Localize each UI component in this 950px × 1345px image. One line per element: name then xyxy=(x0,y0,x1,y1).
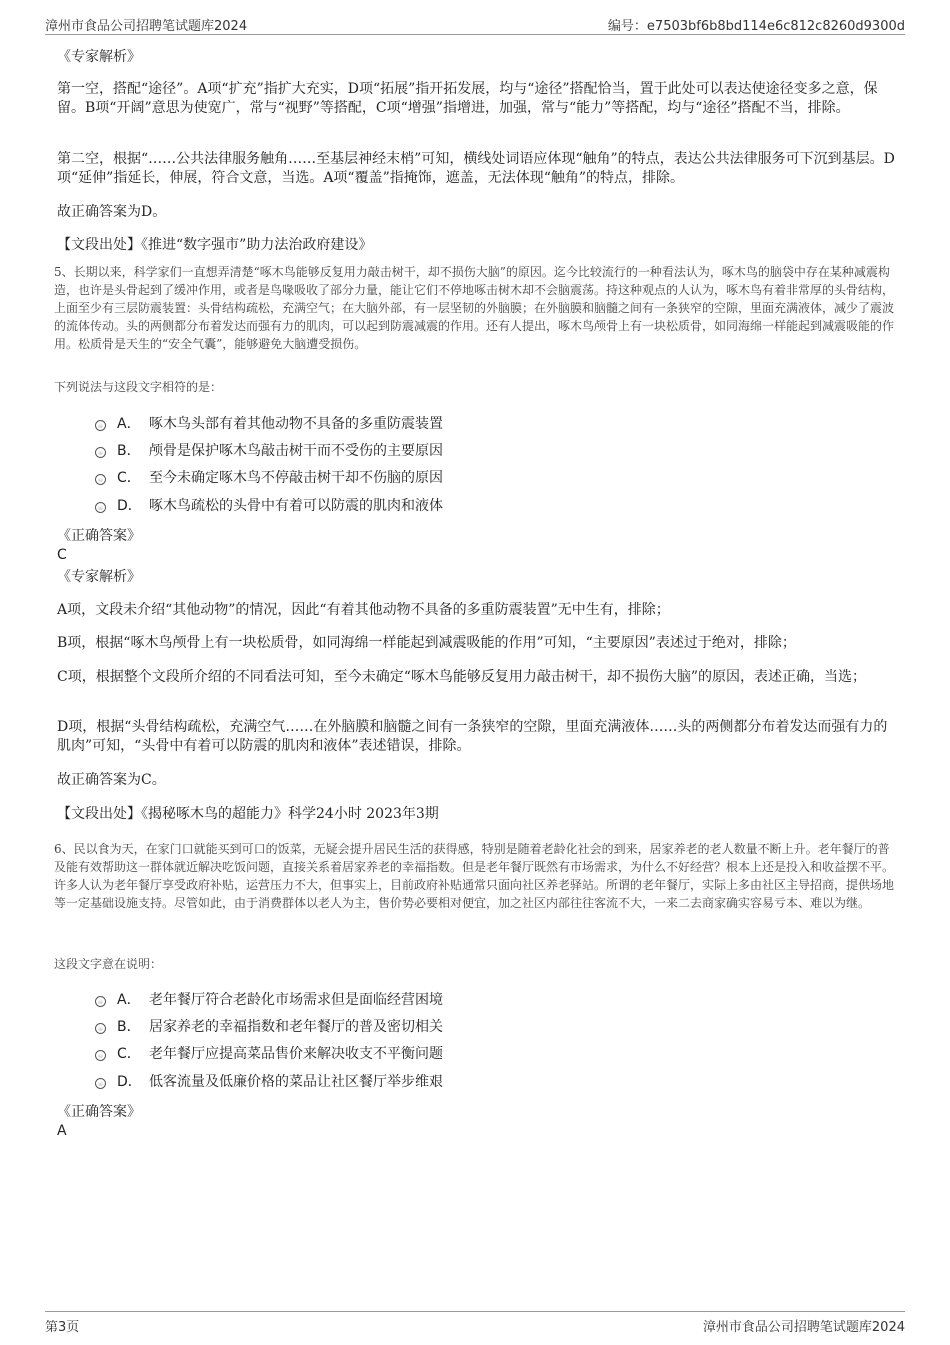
q4-analysis-para-1: 第一空，搭配“途径”。A项“扩充”指扩大充实，D项“拓展”指开拓发展，均与“途径”搭配恰当，置于此处可以表达使途径变多之意，保留。B项“开阔”意思为使宽广，常与“视野”等搭配，C项“增强”指增进，加强，常与“能力”等搭配，均与“途径”搭配不当，排除。 xyxy=(57,81,878,116)
q4-source: 【文段出处】《推进“数字强市”助力法治政府建设》 xyxy=(57,237,373,253)
page-number: 第3页 xyxy=(45,1320,80,1335)
q5-option-b[interactable]: B． 颅骨是保护啄木鸟敲击树干而不受伤的主要原因 xyxy=(95,441,443,461)
q5-analysis-c: C项，根据整个文段所介绍的不同看法可知，至今未确定“啄木鸟能够反复用力敲击树干，却不损伤大脑”的原因，表述正确，当选； xyxy=(57,669,867,685)
q5-conclusion: 故正确答案为C。 xyxy=(57,772,166,788)
q5-source: 【文段出处】《揭秘啄木鸟的超能力》科学24小时 2023年3期 xyxy=(57,806,439,822)
q6-answer: A xyxy=(57,1123,67,1139)
q4-analysis-para-2: 第二空，根据“……公共法律服务触角……至基层神经末梢”可知，横线处词语应体现“触角”的特点，表达公共法律服务可下沉到基层。D项“延伸”指延长，伸展，符合文意，当选。A项“覆盖”指掩饰，遮盖，无法体现“触角”的特点，排除。 xyxy=(57,151,895,186)
q5-option-a[interactable]: A． 啄木鸟头部有着其他动物不具备的多重防震装置 xyxy=(95,414,443,434)
radio-icon[interactable] xyxy=(95,996,106,1007)
radio-icon[interactable] xyxy=(95,1078,106,1089)
radio-icon[interactable] xyxy=(95,1023,106,1034)
q6-option-c[interactable]: C． 老年餐厅应提高菜品售价来解决收支不平衡问题 xyxy=(95,1044,443,1064)
q5-analysis-b: B项，根据“啄木鸟颅骨上有一块松质骨，如同海绵一样能起到减震吸能的作用”可知，“主要原因”表述过于绝对，排除； xyxy=(57,635,796,651)
q5-answer-label: 《正确答案》 xyxy=(57,528,141,544)
q5-analysis-d: D项，根据“头骨结构疏松，充满空气……在外脑膜和脑髓之间有一条狭窄的空隙，里面充满液体……头的两侧都分布着发达而强有力的肌肉”可知，“头骨中有着可以防震的肌肉和液体”表述错误，排除。 xyxy=(57,719,888,754)
q5-option-c[interactable]: C． 至今未确定啄木鸟不停敲击树干却不伤脑的原因 xyxy=(95,468,443,488)
header-doc-id: 编号：e7503bf6b8bd114e6c812c8260d9300d xyxy=(607,19,905,34)
q6-passage: 6、民以食为天，在家门口就能买到可口的饭菜，无疑会提升居民生活的获得感，特别是随着老龄化社会的到来，居家养老的老人数量不断上升。老年餐厅的普及能有效帮助这一群体就近解决吃饭问题，直接关系着居家养老的幸福指数。但是老年餐厅既然有市场需求，为什么不好经营？根本上还是投入和收益摆不平。许多人认为老年餐厅享受政府补贴，运营压力不大，但事实上，目前政府补贴通常只面向社区养老驿站。所谓的老年餐厅，实际上多由社区主导招商，提供场地等一定基础设施支持。尽管如此，由于消费群体以老人为主，售价势必要相对便宜，加之社区内部往往客流不大，一来二去商家确实容易亏本、难以为继。 xyxy=(54,842,895,910)
radio-icon[interactable] xyxy=(95,447,106,458)
q4-conclusion: 故正确答案为D。 xyxy=(57,204,167,220)
radio-icon[interactable] xyxy=(95,474,106,485)
radio-icon[interactable] xyxy=(95,420,106,431)
page-header xyxy=(45,12,905,35)
q5-question: 下列说法与这段文字相符的是： xyxy=(54,380,223,394)
footer-title: 漳州市食品公司招聘笔试题库2024 xyxy=(702,1320,905,1335)
q5-analysis-label: 《专家解析》 xyxy=(57,569,141,585)
q6-option-d[interactable]: D． 低客流量及低廉价格的菜品让社区餐厅举步维艰 xyxy=(95,1072,443,1092)
radio-icon[interactable] xyxy=(95,1050,106,1061)
q6-answer-label: 《正确答案》 xyxy=(57,1104,141,1120)
radio-icon[interactable] xyxy=(95,502,106,513)
q5-passage: 5、长期以来，科学家们一直想弄清楚“啄木鸟能够反复用力敲击树干，却不损伤大脑”的原因。迄今比较流行的一种看法认为，啄木鸟的脑袋中存在某种减震构造，也许是头骨起到了缓冲作用，或者是鸟喙吸收了部分力量，能让它们不停地啄击树木却不会脑震荡。持这种观点的人认为，啄木鸟有着非常厚的头骨结构，上面至少有三层防震装置：头骨结构疏松，充满空气；在大脑外部，有一层坚韧的外脑膜；在外脑膜和脑髓之间有一条狭窄的空隙，里面充满液体，减少了震波的流体传动。头的两侧都分布着发达而强有力的肌肉，可以起到防震减震的作用。还有人提出，啄木鸟颅骨上有一块松质骨，如同海绵一样能起到减震吸能的作用。松质骨是天生的“安全气囊”，能够避免大脑遭受损伤。 xyxy=(54,265,895,351)
q5-answer: C xyxy=(57,547,67,563)
page-footer xyxy=(45,1311,905,1334)
q6-option-a[interactable]: A． 老年餐厅符合老龄化市场需求但是面临经营困境 xyxy=(95,990,443,1010)
q4-analysis-label: 《专家解析》 xyxy=(57,49,141,65)
q6-question: 这段文字意在说明： xyxy=(54,957,163,971)
q5-option-d[interactable]: D． 啄木鸟疏松的头骨中有着可以防震的肌肉和液体 xyxy=(95,496,443,516)
q6-option-b[interactable]: B． 居家养老的幸福指数和老年餐厅的普及密切相关 xyxy=(95,1017,443,1037)
header-title: 漳州市食品公司招聘笔试题库2024 xyxy=(45,19,248,34)
q5-analysis-a: A项，文段未介绍“其他动物”的情况，因此“有着其他动物不具备的多重防震装置”无中生有，排除； xyxy=(57,602,670,618)
